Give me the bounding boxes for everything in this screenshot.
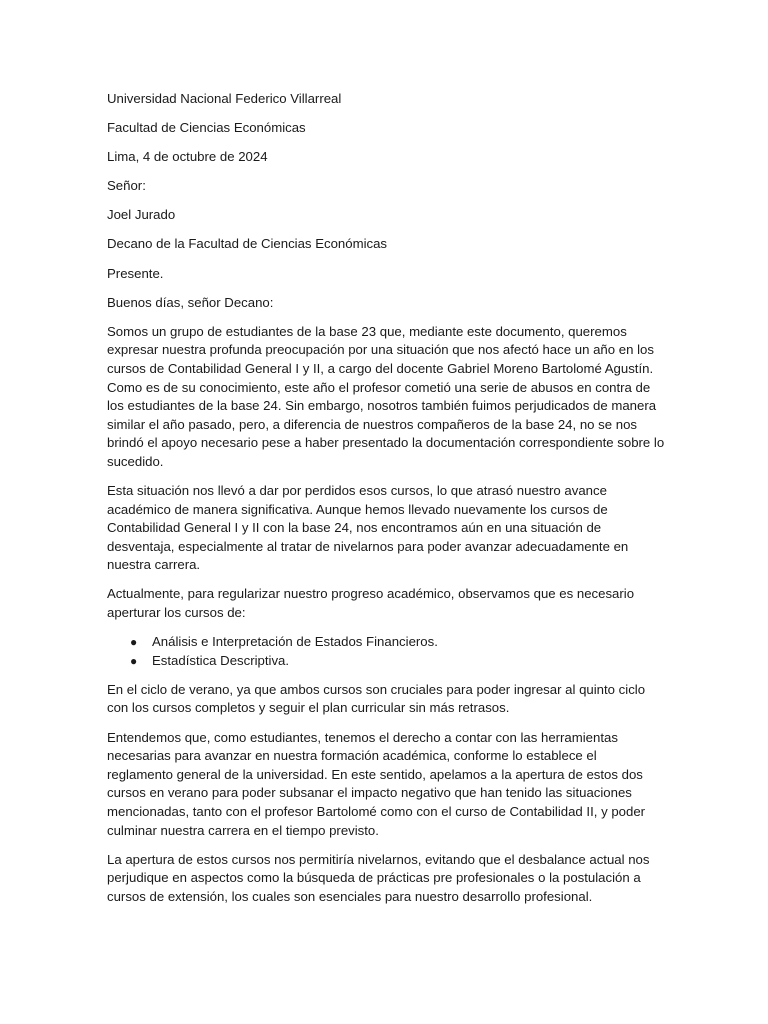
letter-document: [107, 90, 665, 917]
presente-line: Presente.: [107, 265, 164, 281]
course-name: Estadística Descriptiva.: [152, 652, 290, 668]
recipient-title: Decano de la Facultad de Ciencias Económicas: [107, 236, 388, 252]
body-paragraph-1: Somos un grupo de estudiantes de la base 23 que, mediante este documento, queremos expresar nuestra profunda preocupación por una situación que nos afectó hace un año en los cursos de Contabilidad General I y II, a cargo del docente Gabriel Moreno Bartolomé Agustín. Como es de su conocimiento, este año el profesor cometió una serie de abusos en contra de los estudiantes de la base 24. Sin embargo, nosotros también fuimos perjudicados de manera similar el año pasado, pero, a diferencia de nuestros compañeros de la base 24, no se nos brindó el apoyo necesario pese a haber presentado la documentación correspondiente sobre lo sucedido.: [107, 323, 665, 469]
salutation: Señor:: [107, 178, 146, 194]
greeting: Buenos días, señor Decano:: [107, 294, 274, 310]
body-paragraph-3: Actualmente, para regularizar nuestro progreso académico, observamos que es necesario aperturar los cursos de:: [107, 586, 635, 621]
body-paragraph-5: Entendemos que, como estudiantes, tenemos el derecho a contar con las herramientas necesarias para avanzar en nuestra formación académica, conforme lo establece el reglamento general de la universidad. En este sentido, apelamos a la apertura de estos dos cursos en verano para poder subsanar el impacto negativo que han tenido las situaciones mencionadas, tanto con el profesor Bartolomé como con el curso de Contabilidad II, y poder culminar nuestra carrera en el tiempo previsto.: [107, 729, 646, 838]
body-paragraph-4: En el ciclo de verano, ya que ambos cursos son cruciales para poder ingresar al quinto ciclo con los cursos completos y seguir el plan curricular sin más retrasos.: [107, 681, 646, 716]
bullet-icon: ●: [130, 635, 138, 650]
body-paragraph-2: Esta situación nos llevó a dar por perdidos esos cursos, lo que atrasó nuestro avance académico de manera significativa. Aunque hemos llevado nuevamente los cursos de Contabilidad General I y II con la base 24, nos encontramos aún en una situación de desventaja, especialmente al tratar de nivelarnos para poder avanzar adecuadamente en nuestra carrera.: [107, 483, 629, 573]
list-item: [130, 652, 665, 671]
course-name: Análisis e Interpretación de Estados Financieros.: [152, 634, 438, 650]
course-list: [107, 633, 665, 670]
faculty-name: Facultad de Ciencias Económicas: [107, 120, 306, 136]
list-item: [130, 633, 665, 652]
place-date: Lima, 4 de octubre de 2024: [107, 149, 268, 165]
university-name: Universidad Nacional Federico Villarreal: [107, 91, 342, 106]
bullet-icon: ●: [130, 653, 138, 668]
recipient-name: Joel Jurado: [107, 207, 176, 223]
body-paragraph-6: La apertura de estos cursos nos permitiría nivelarnos, evitando que el desbalance actual nos perjudique en aspectos como la búsqueda de prácticas pre profesionales o la postulación a cursos de extensión, los cuales son esenciales para nuestro desarrollo profesional.: [107, 851, 650, 904]
